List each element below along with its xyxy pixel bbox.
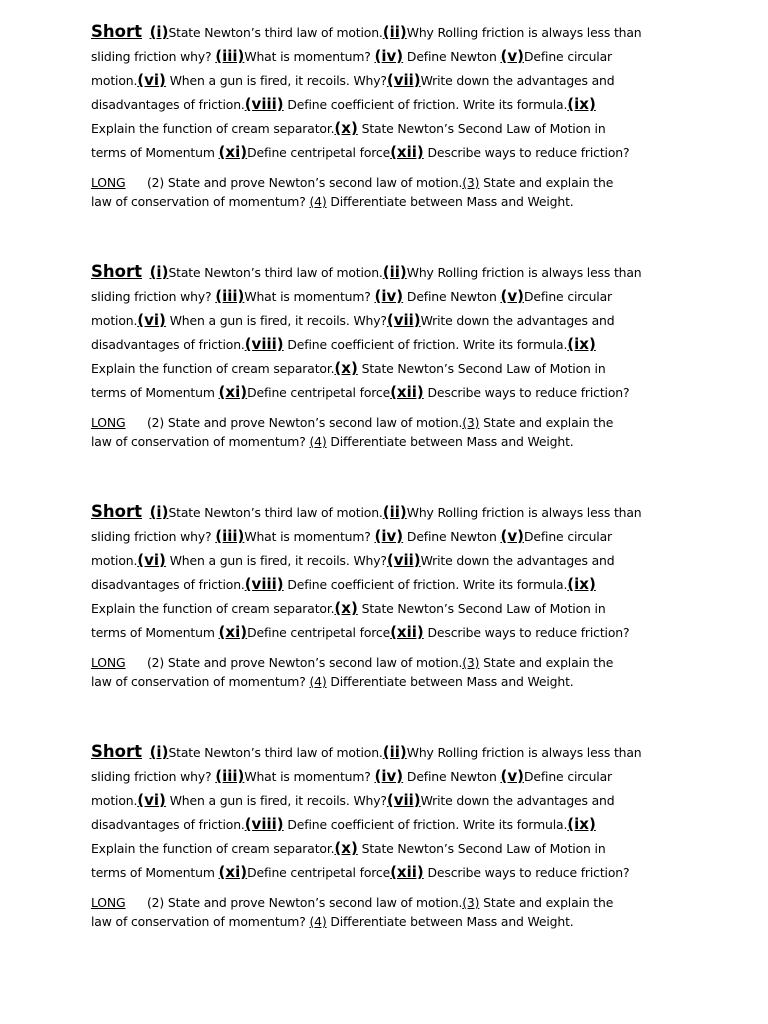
question-number: (iv) — [374, 287, 404, 305]
question-number: (ix) — [567, 95, 596, 113]
question-text: State Newton’s Second Law of Motion in — [357, 601, 606, 616]
question-number: (xi) — [218, 383, 248, 401]
text-line — [91, 596, 691, 620]
text-line — [91, 44, 691, 68]
question-number: (v) — [500, 47, 524, 65]
question-number: (iii) — [215, 767, 245, 785]
question-text: Explain the function of cream separator. — [91, 601, 335, 616]
question-number: (xii) — [390, 383, 424, 401]
text-line — [91, 764, 691, 788]
short-heading: Short — [91, 22, 142, 41]
text-line — [91, 548, 691, 572]
text-line — [91, 20, 691, 44]
question-number: (ii) — [382, 743, 407, 761]
question-text: When a gun is fired, it recoils. Why? — [165, 313, 387, 328]
question-text: Define centripetal force — [247, 145, 391, 160]
question-text: State and explain the — [479, 175, 614, 190]
question-text: When a gun is fired, it recoils. Why? — [165, 553, 387, 568]
question-number: (4) — [309, 434, 327, 449]
question-block — [91, 260, 691, 451]
question-block — [91, 20, 691, 211]
question-text: motion. — [91, 553, 138, 568]
question-number: (xii) — [390, 863, 424, 881]
text-line — [91, 812, 691, 836]
question-number: (vi) — [137, 551, 166, 569]
question-text: What is momentum? — [244, 769, 375, 784]
question-text: Explain the function of cream separator. — [91, 841, 335, 856]
question-text: Write down the advantages and — [420, 73, 615, 88]
question-number: (iv) — [374, 767, 404, 785]
text-line — [91, 260, 691, 284]
question-text: What is momentum? — [244, 529, 375, 544]
question-text: Define circular — [523, 769, 612, 784]
question-text: Define coefficient of friction. Write its formula. — [283, 817, 568, 832]
question-number: (iii) — [215, 527, 245, 545]
text-line — [91, 192, 691, 211]
question-number: (i) — [149, 743, 169, 761]
question-text: law of conservation of momentum? — [91, 434, 310, 449]
question-number: (iii) — [215, 47, 245, 65]
question-block — [91, 500, 691, 691]
question-number: (v) — [500, 767, 524, 785]
question-text: Write down the advantages and — [420, 313, 615, 328]
question-text: law of conservation of momentum? — [91, 914, 310, 929]
question-text: State Newton’s third law of motion. — [168, 745, 383, 760]
question-number: (3) — [462, 655, 480, 670]
long-heading: LONG — [91, 415, 126, 430]
text-line — [91, 173, 691, 192]
text-line — [91, 380, 691, 404]
question-text: sliding friction why? — [91, 529, 216, 544]
question-text: State Newton’s third law of motion. — [168, 25, 383, 40]
question-number: (iii) — [215, 287, 245, 305]
question-text: Define coefficient of friction. Write its formula. — [283, 337, 568, 352]
question-number: (2) — [147, 415, 165, 430]
question-number: (v) — [500, 287, 524, 305]
long-questions — [91, 173, 691, 211]
text-line — [91, 860, 691, 884]
question-text: Define Newton — [403, 289, 501, 304]
question-text: Define centripetal force — [247, 625, 391, 640]
text-line — [91, 92, 691, 116]
question-number: (x) — [334, 839, 358, 857]
question-text: law of conservation of momentum? — [91, 674, 310, 689]
question-block — [91, 740, 691, 931]
question-text: State and prove Newton’s second law of motion. — [164, 655, 463, 670]
question-text: Why Rolling friction is always less than — [406, 745, 642, 760]
question-number: (ix) — [567, 335, 596, 353]
question-number: (ix) — [567, 815, 596, 833]
question-text: Differentiate between Mass and Weight. — [326, 434, 574, 449]
question-text: Explain the function of cream separator. — [91, 121, 335, 136]
question-number: (2) — [147, 895, 165, 910]
question-text: What is momentum? — [244, 289, 375, 304]
question-number: (ii) — [382, 503, 407, 521]
question-text: Define circular — [523, 529, 612, 544]
question-text: What is momentum? — [244, 49, 375, 64]
short-questions — [91, 20, 691, 164]
question-text: Define coefficient of friction. Write its formula. — [283, 97, 568, 112]
question-text: State Newton’s Second Law of Motion in — [357, 841, 606, 856]
text-line — [91, 413, 691, 432]
question-number: (viii) — [244, 335, 284, 353]
question-text: State and explain the — [479, 655, 614, 670]
question-text: State Newton’s Second Law of Motion in — [357, 121, 606, 136]
question-number: (vii) — [386, 71, 421, 89]
text-line — [91, 116, 691, 140]
long-questions — [91, 893, 691, 931]
question-number: (iv) — [374, 47, 404, 65]
long-questions — [91, 413, 691, 451]
question-number: (xi) — [218, 143, 248, 161]
text-line — [91, 524, 691, 548]
text-line — [91, 500, 691, 524]
question-text: State and prove Newton’s second law of motion. — [164, 415, 463, 430]
question-text: Define Newton — [403, 769, 501, 784]
question-number: (x) — [334, 119, 358, 137]
question-text: terms of Momentum — [91, 385, 219, 400]
text-line — [91, 788, 691, 812]
question-text: Define Newton — [403, 529, 501, 544]
question-number: (vii) — [386, 311, 421, 329]
question-text: State and explain the — [479, 415, 614, 430]
question-number: (xi) — [218, 623, 248, 641]
question-text: motion. — [91, 793, 138, 808]
text-line — [91, 332, 691, 356]
question-text: terms of Momentum — [91, 145, 219, 160]
question-text: sliding friction why? — [91, 769, 216, 784]
question-text: Why Rolling friction is always less than — [406, 265, 642, 280]
short-heading: Short — [91, 742, 142, 761]
question-text: Differentiate between Mass and Weight. — [326, 194, 574, 209]
question-text: When a gun is fired, it recoils. Why? — [165, 73, 387, 88]
question-text: Why Rolling friction is always less than — [406, 505, 642, 520]
question-number: (vi) — [137, 311, 166, 329]
question-number: (2) — [147, 655, 165, 670]
question-text: sliding friction why? — [91, 289, 216, 304]
question-text: Define circular — [523, 49, 612, 64]
short-heading: Short — [91, 262, 142, 281]
text-line — [91, 572, 691, 596]
text-line — [91, 653, 691, 672]
long-heading: LONG — [91, 895, 126, 910]
question-text: Write down the advantages and — [420, 553, 615, 568]
text-line — [91, 308, 691, 332]
text-line — [91, 356, 691, 380]
question-text: Why Rolling friction is always less than — [406, 25, 642, 40]
question-number: (x) — [334, 359, 358, 377]
text-line — [91, 620, 691, 644]
text-line — [91, 284, 691, 308]
question-number: (vii) — [386, 551, 421, 569]
text-line — [91, 893, 691, 912]
question-text: State Newton’s third law of motion. — [168, 505, 383, 520]
question-text: Describe ways to reduce friction? — [423, 145, 630, 160]
short-questions — [91, 740, 691, 884]
question-number: (viii) — [244, 815, 284, 833]
question-text: Define circular — [523, 289, 612, 304]
question-number: (ii) — [382, 263, 407, 281]
question-text: When a gun is fired, it recoils. Why? — [165, 793, 387, 808]
question-text: Define centripetal force — [247, 385, 391, 400]
question-text: sliding friction why? — [91, 49, 216, 64]
question-number: (3) — [462, 175, 480, 190]
text-line — [91, 912, 691, 931]
question-text: Describe ways to reduce friction? — [423, 385, 630, 400]
question-text: disadvantages of friction. — [91, 817, 245, 832]
question-text: Differentiate between Mass and Weight. — [326, 914, 574, 929]
text-line — [91, 68, 691, 92]
question-number: (i) — [149, 23, 169, 41]
question-text: State Newton’s third law of motion. — [168, 265, 383, 280]
text-line — [91, 836, 691, 860]
text-line — [91, 740, 691, 764]
question-text: State Newton’s Second Law of Motion in — [357, 361, 606, 376]
question-number: (v) — [500, 527, 524, 545]
question-text: Define coefficient of friction. Write its formula. — [283, 577, 568, 592]
short-questions — [91, 500, 691, 644]
question-text: State and explain the — [479, 895, 614, 910]
question-number: (x) — [334, 599, 358, 617]
text-line — [91, 432, 691, 451]
question-text: State and prove Newton’s second law of motion. — [164, 895, 463, 910]
question-number: (3) — [462, 895, 480, 910]
question-number: (iv) — [374, 527, 404, 545]
question-number: (4) — [309, 914, 327, 929]
question-text: Describe ways to reduce friction? — [423, 865, 630, 880]
question-text: law of conservation of momentum? — [91, 194, 310, 209]
question-text: Describe ways to reduce friction? — [423, 625, 630, 640]
question-number: (ii) — [382, 23, 407, 41]
question-number: (3) — [462, 415, 480, 430]
question-text: State and prove Newton’s second law of motion. — [164, 175, 463, 190]
long-heading: LONG — [91, 175, 126, 190]
question-text: Define centripetal force — [247, 865, 391, 880]
question-text: Define Newton — [403, 49, 501, 64]
question-number: (xii) — [390, 623, 424, 641]
question-number: (i) — [149, 263, 169, 281]
question-number: (xi) — [218, 863, 248, 881]
text-line — [91, 672, 691, 691]
question-number: (2) — [147, 175, 165, 190]
question-number: (vi) — [137, 791, 166, 809]
question-text: disadvantages of friction. — [91, 97, 245, 112]
question-number: (ix) — [567, 575, 596, 593]
question-text: disadvantages of friction. — [91, 577, 245, 592]
question-number: (vi) — [137, 71, 166, 89]
question-number: (4) — [309, 674, 327, 689]
long-heading: LONG — [91, 655, 126, 670]
long-questions — [91, 653, 691, 691]
question-number: (i) — [149, 503, 169, 521]
question-number: (xii) — [390, 143, 424, 161]
short-questions — [91, 260, 691, 404]
question-number: (viii) — [244, 95, 284, 113]
question-number: (4) — [309, 194, 327, 209]
question-text: Write down the advantages and — [420, 793, 615, 808]
question-text: terms of Momentum — [91, 865, 219, 880]
question-number: (vii) — [386, 791, 421, 809]
question-text: disadvantages of friction. — [91, 337, 245, 352]
question-text: terms of Momentum — [91, 625, 219, 640]
question-text: motion. — [91, 313, 138, 328]
question-text: Differentiate between Mass and Weight. — [326, 674, 574, 689]
question-number: (viii) — [244, 575, 284, 593]
question-text: Explain the function of cream separator. — [91, 361, 335, 376]
question-text: motion. — [91, 73, 138, 88]
text-line — [91, 140, 691, 164]
short-heading: Short — [91, 502, 142, 521]
